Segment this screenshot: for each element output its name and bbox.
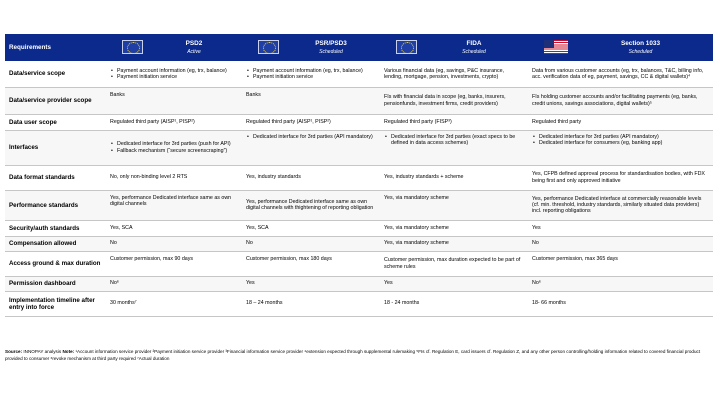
cell-section-1033: 18- 66 months	[528, 291, 713, 316]
row-label: Data/service provider scope	[5, 87, 106, 114]
column-status: Scheduled	[628, 49, 653, 55]
row-provider-scope	[5, 87, 713, 114]
eu-flag-icon	[122, 40, 143, 54]
cell-section-1033	[528, 130, 713, 165]
cell-psr: Customer permission, max 180 days	[242, 251, 380, 276]
cell-section-1033: No	[528, 236, 713, 251]
row-security-standards	[5, 220, 713, 236]
cell-psd2: Yes, SCA	[106, 220, 242, 236]
cell-fida	[380, 130, 528, 165]
cell-psr	[242, 130, 380, 165]
cell-psr: Yes, industry standards	[242, 165, 380, 190]
cell-section-1033: FIs holding customer accounts and/or facilitating payments (eg, banks, credit unions, savings associations, digital wallets)⁵	[528, 87, 713, 114]
list-item: • Dedicated interface for 3rd parties (push for API)	[110, 141, 238, 147]
column-status: Active	[187, 49, 201, 55]
table-header-row	[5, 34, 713, 61]
cell-psd2: No⁶	[106, 276, 242, 291]
cell-fida: FIs with financial data in scope (eg, banks, insurers, pensionfunds, investment firms, credit providers)	[380, 87, 528, 114]
cell-section-1033: Yes	[528, 220, 713, 236]
eu-flag-icon	[258, 40, 279, 54]
row-label: Permission dashboard	[5, 276, 106, 291]
requirements-header: Requirements	[5, 34, 106, 61]
row-performance-standards	[5, 190, 713, 220]
list-item: • Fallback mechanism (“secure screenscraping”)	[110, 148, 238, 154]
row-label: Implementation timeline after entry into force	[5, 291, 106, 316]
row-label: Data/service scope	[5, 61, 106, 87]
us-flag-icon	[544, 40, 568, 54]
note-label: Note:	[62, 349, 75, 354]
row-interfaces	[5, 130, 713, 165]
cell-fida: Yes	[380, 276, 528, 291]
cell-fida: Yes, via mandatory scheme	[380, 190, 528, 220]
row-label: Performance standards	[5, 190, 106, 220]
column-header-psd2	[106, 34, 242, 61]
column-title: PSD2	[185, 40, 203, 47]
cell-psd2: 30 months⁷	[106, 291, 242, 316]
column-title: FIDA	[466, 40, 482, 47]
row-format-standards	[5, 165, 713, 190]
cell-psd2	[106, 130, 242, 165]
list-item: • Dedicated interface for 3rd parties (exact specs to be defined in data access schemes)	[384, 134, 524, 146]
note-text: ¹Account information service provider ²Payment initiation service provider ³Financial information service provider ⁴extension expected through supplemental rulemaking ⁵FIs cf. Regulation E, card issuers cf. Regulation Z, and any other person controlling/holding information related to covered financial product provided to consumer ⁶revoke mechanism at third party required ⁷Actual duration	[5, 349, 701, 361]
cell-psr: Yes, SCA	[242, 220, 380, 236]
row-data-scope	[5, 61, 713, 87]
cell-fida: Regulated third party (FISP³)	[380, 114, 528, 130]
cell-psd2: No	[106, 236, 242, 251]
list-item: • Payment initiation service	[246, 74, 376, 80]
column-title: PSR/PSD3	[315, 40, 347, 47]
row-label: Data format standards	[5, 165, 106, 190]
row-label: Access ground & max duration	[5, 251, 106, 276]
cell-fida: Yes, industry standards + scheme	[380, 165, 528, 190]
row-label: Data user scope	[5, 114, 106, 130]
list-item: • Dedicated interface for 3rd parties (API mandatory)	[532, 134, 709, 140]
regulation-comparison-table	[5, 34, 713, 317]
list-item: • Payment account information (eg, trx, balance)	[110, 68, 238, 74]
cell-psr	[242, 61, 380, 87]
list-item: • Dedicated interface for 3rd parties (API mandatory)	[246, 134, 376, 140]
cell-psr: Yes	[242, 276, 380, 291]
cell-psd2: Banks	[106, 87, 242, 114]
cell-section-1033: Data from various customer accounts (eg, trx, balances, T&C, billing info, acc. verification data of eg, payment, savings, CC & digital wallets)⁴	[528, 61, 713, 87]
row-label: Interfaces	[5, 130, 106, 165]
cell-psr: Regulated third party (AISP¹, PISP²)	[242, 114, 380, 130]
column-header-psr-psd3	[242, 34, 380, 61]
cell-fida: Yes, via mandatory scheme	[380, 236, 528, 251]
row-access-duration	[5, 251, 713, 276]
cell-psd2: Yes, performance Dedicated interface same as own digital channels	[106, 190, 242, 220]
cell-psr: No	[242, 236, 380, 251]
cell-fida: Yes, via mandatory scheme	[380, 220, 528, 236]
footnote	[5, 349, 713, 362]
cell-fida: 18 - 24 months	[380, 291, 528, 316]
row-label: Security/auth standards	[5, 220, 106, 236]
comparison-table-wrapper	[5, 34, 713, 317]
list-item: • Dedicated interface for consumers (eg, banking app)	[532, 140, 709, 146]
cell-section-1033: No⁶	[528, 276, 713, 291]
cell-fida: Customer permission, max duration expected to be part of scheme rules	[380, 251, 528, 276]
list-item: • Payment initiation service	[110, 74, 238, 80]
cell-fida: Various financial data (eg, savings, P&C insurance, lending, mortgage, pension, investments, crypto)	[380, 61, 528, 87]
row-permission-dashboard	[5, 276, 713, 291]
eu-flag-icon	[396, 40, 417, 54]
cell-section-1033: Regulated third party	[528, 114, 713, 130]
cell-section-1033: Yes, CFPB defined approval process for standardisation bodies, with FDX being first and only approved initiative	[528, 165, 713, 190]
column-header-section-1033	[528, 34, 713, 61]
cell-psr: 18 – 24 months	[242, 291, 380, 316]
column-header-fida	[380, 34, 528, 61]
cell-psr: Yes, performance Dedicated interface same as own digital channels with thightening of reporting obligation	[242, 190, 380, 220]
column-title: Section 1033	[620, 40, 661, 47]
list-item: • Payment account information (eg, trx, balance)	[246, 68, 376, 74]
column-status: Scheduled	[319, 49, 343, 55]
cell-psr: Banks	[242, 87, 380, 114]
cell-section-1033: Yes, performance Dedicated interface at commercially reasonable levels (cf. min. threshold, industry standards, similarly situated data providers) incl. reporting obligations	[528, 190, 713, 220]
row-label: Compensation allowed	[5, 236, 106, 251]
column-status: Scheduled	[462, 49, 486, 55]
row-user-scope	[5, 114, 713, 130]
cell-section-1033: Customer permission, max 365 days	[528, 251, 713, 276]
source-label: Source:	[5, 349, 23, 354]
cell-psd2: Regulated third party (AISP¹, PISP²)	[106, 114, 242, 130]
row-implementation-timeline	[5, 291, 713, 316]
cell-psd2: No, only non-binding level 2 RTS	[106, 165, 242, 190]
cell-psd2: Customer permission, max 90 days	[106, 251, 242, 276]
source-text: INNOPAY analysis	[23, 349, 62, 354]
row-compensation	[5, 236, 713, 251]
cell-psd2	[106, 61, 242, 87]
